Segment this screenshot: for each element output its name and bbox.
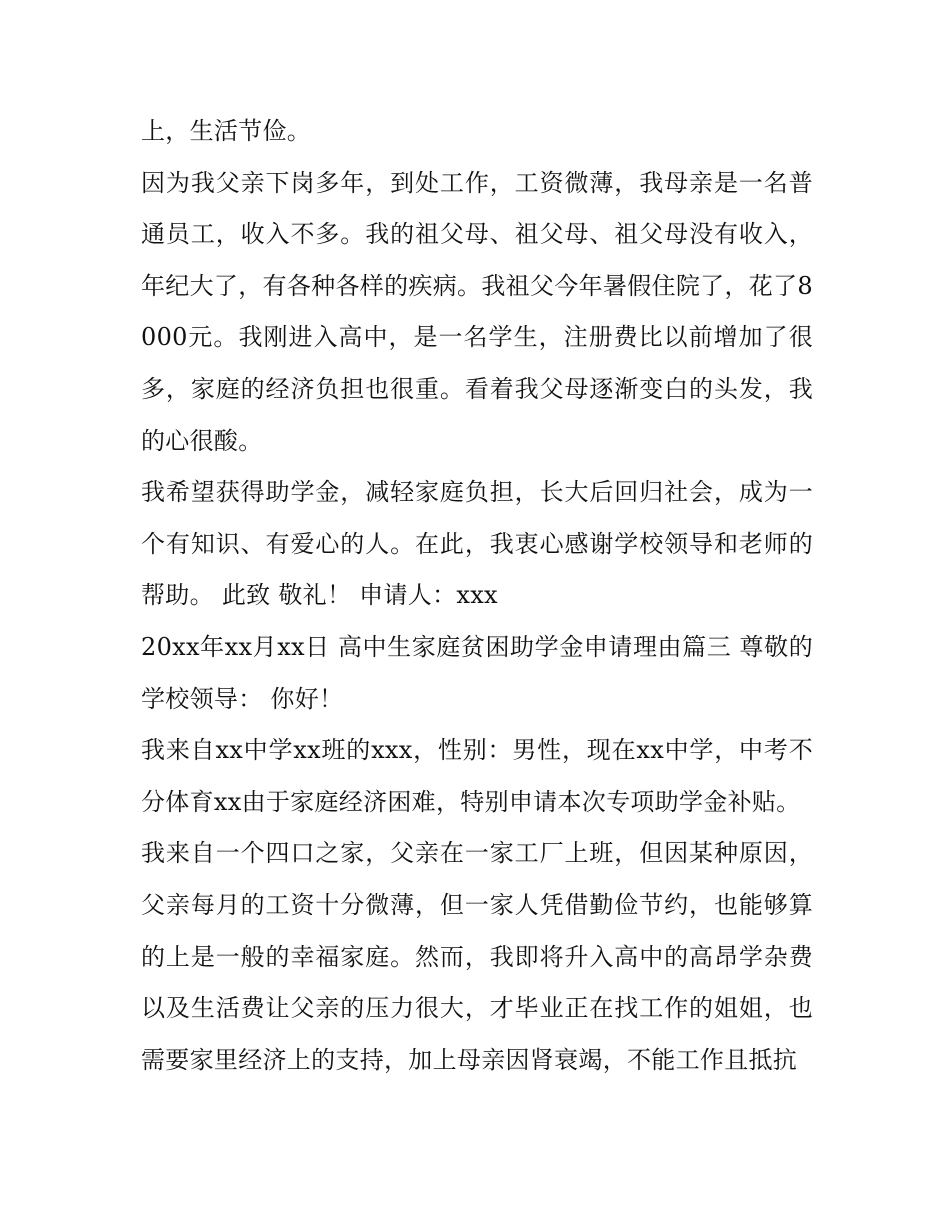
paragraph-3: 我希望获得助学金，减轻家庭负担，长大后回归社会，成为一个有知识、有爱心的人。在此，我衷心感谢学校领导和老师的帮助。 此致 敬礼！ 申请人：xxx <box>141 478 813 610</box>
paragraph-2: 因为我父亲下岗多年，到处工作，工资微薄，我母亲是一名普通员工，收入不多。我的祖父母、祖父母、祖父母没有收入，年纪大了，有各种各样的疾病。我祖父今年暑假住院了，花了8000元。我刚进入高中，是一名学生，注册费比以前增加了很多，家庭的经济负担也很重。看着我父母逐渐变白的头发，我的心很酸。 <box>141 168 813 455</box>
paragraph-1: 上，生活节俭。 <box>141 117 312 145</box>
paragraph-6: 我来自一个四口之家，父亲在一家工厂上班，但因某种原因，父亲每月的工资十分微薄，但一家人凭借勤俭节约，也能够算的上是一般的幸福家庭。然而，我即将升入高中的高昂学杂费以及生活费让父亲的压力很大，才毕业正在找工作的姐姐，也需要家里经济上的支持，加上母亲因肾衰竭，不能工作且抵抗 <box>141 839 813 1074</box>
paragraph-5: 我来自xx中学xx班的xxx，性别：男性，现在xx中学，中考不分体育xx由于家庭经济困难，特别申请本次专项助学金补贴。 <box>141 736 813 816</box>
document-body <box>141 106 813 1086</box>
paragraph-4: 20xx年xx月xx日 高中生家庭贫困助学金申请理由篇三 尊敬的学校领导： 你好！ <box>141 632 813 713</box>
